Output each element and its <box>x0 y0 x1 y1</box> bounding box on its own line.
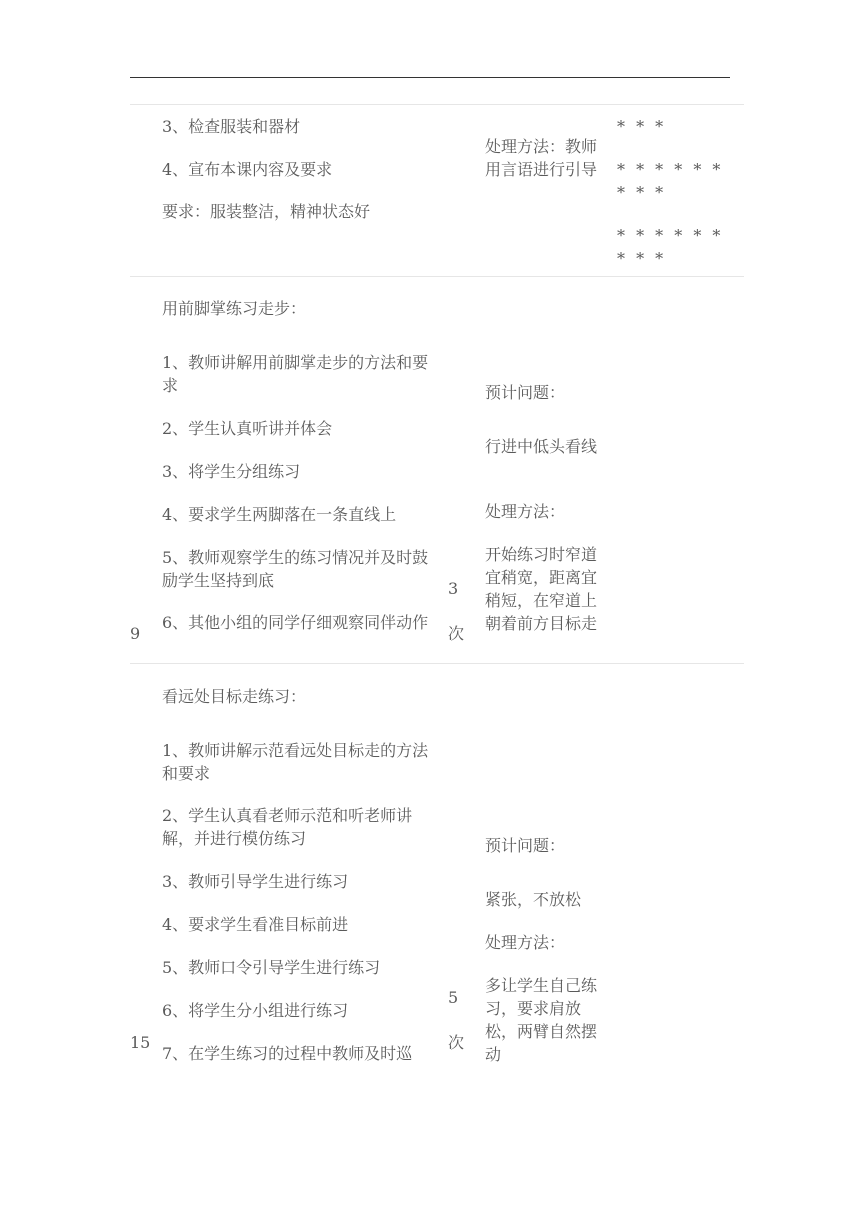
content-item: 7、在学生练习的过程中教师及时巡 <box>162 1044 413 1063</box>
time-minutes: 15 <box>130 1033 151 1052</box>
content-item: 6、将学生分小组进行练习 <box>162 1001 349 1020</box>
formation-stars: * * * <box>617 117 667 136</box>
row-divider <box>130 276 744 277</box>
note-heading: 处理方法： <box>485 502 566 521</box>
content-item: 4、宣布本课内容及要求 <box>162 160 333 179</box>
section-heading: 看远处目标走练习： <box>162 687 307 706</box>
content-item: 2、学生认真听讲并体会 <box>162 419 333 438</box>
reps-count: 5 <box>448 988 459 1007</box>
content-item: 4、要求学生两脚落在一条直线上 <box>162 505 397 524</box>
note-text: 多让学生自己练习，要求肩放松，两臂自然摆动 <box>485 976 598 1064</box>
formation-stars: * * * * * * * * * <box>617 226 724 268</box>
note-text: 行进中低头看线 <box>485 437 598 456</box>
content-item: 5、教师观察学生的练习情况并及时鼓励学生坚持到底 <box>162 548 429 590</box>
content-item: 4、要求学生看准目标前进 <box>162 915 349 934</box>
section-heading: 用前脚掌练习走步： <box>162 299 307 318</box>
content-item: 3、检查服装和器材 <box>162 117 301 136</box>
note-heading: 处理方法： <box>485 933 566 952</box>
note-heading: 预计问题： <box>485 383 566 402</box>
method-note: 处理方法：教师用言语进行引导 <box>485 137 598 179</box>
content-item: 3、教师引导学生进行练习 <box>162 872 349 891</box>
note-heading: 预计问题： <box>485 836 566 855</box>
content-item: 3、将学生分组练习 <box>162 462 301 481</box>
reps-count: 3 <box>448 579 459 598</box>
reps-unit: 次 <box>448 624 465 643</box>
note-text: 开始练习时窄道宜稍宽，距离宜稍短，在窄道上朝着前方目标走 <box>485 545 598 633</box>
formation-stars: * * * * * * * * * <box>617 160 724 202</box>
note-text: 紧张，不放松 <box>485 890 582 909</box>
content-item: 要求：服装整洁，精神状态好 <box>162 202 371 221</box>
content-item: 5、教师口令引导学生进行练习 <box>162 958 381 977</box>
content-item: 2、学生认真看老师示范和听老师讲解，并进行模仿练习 <box>162 806 413 848</box>
time-minutes: 9 <box>130 624 141 643</box>
row-divider <box>130 663 744 664</box>
row-divider <box>130 104 744 105</box>
content-item: 1、教师讲解用前脚掌走步的方法和要求 <box>162 353 429 395</box>
content-item: 6、其他小组的同学仔细观察同伴动作 <box>162 613 429 632</box>
reps-unit: 次 <box>448 1033 465 1052</box>
content-item: 1、教师讲解示范看远处目标走的方法和要求 <box>162 741 429 783</box>
header-rule <box>130 77 730 78</box>
